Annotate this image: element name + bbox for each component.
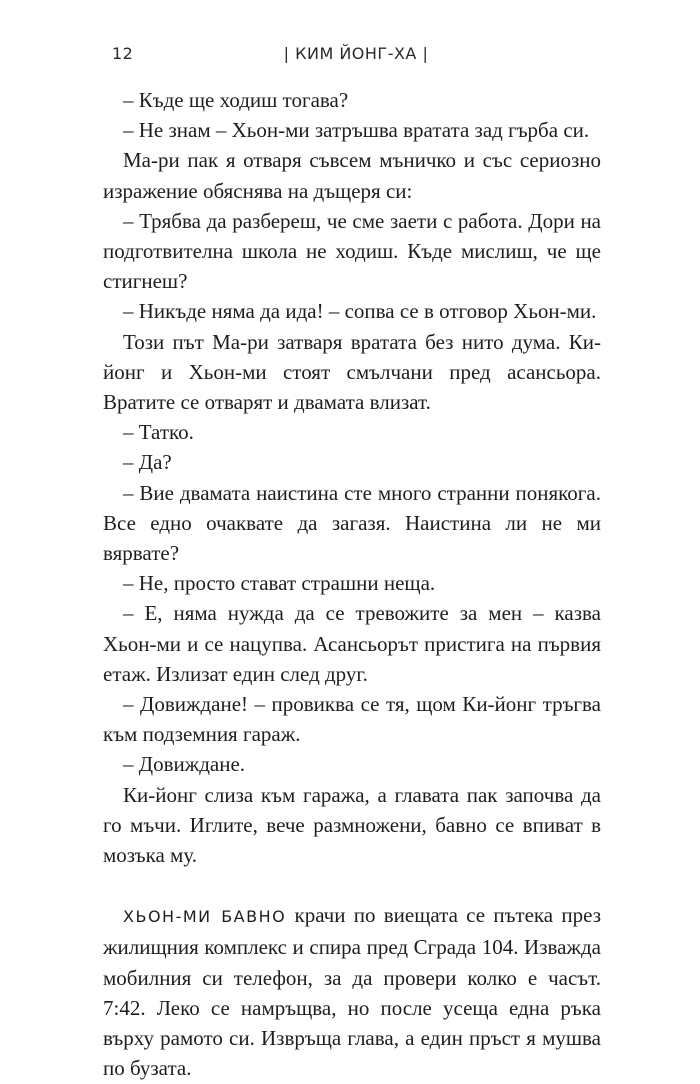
paragraph: Ма-ри пак я отваря съвсем мъничко и със сериозно изражение обяснява на дъщеря си:: [103, 148, 601, 203]
section-lead-in: ХЬОН-МИ БАВНО: [123, 907, 287, 927]
body-text: [103, 85, 601, 1084]
paragraph: Този път Ма-ри затваря вратата без нито дума. Ки-йонг и Хьон-ми стоят смълчани пред асансьора. Вратите се отварят и двамата влизат.: [103, 329, 601, 415]
paragraph: Ки-йонг слиза към гаража, а главата пак започва да го мъчи. Иглите, вече размножени, бавно се впиват в мозъка му.: [103, 782, 601, 868]
running-header: [112, 44, 600, 68]
running-title: | КИМ ЙОНГ-ХА |: [283, 44, 429, 63]
paragraph: – Вие двамата наистина сте много странни понякога. Все едно очаквате да загазя. Наистина ли не ми вярвате?: [103, 480, 601, 566]
paragraph: – Е, няма нужда да се тревожите за мен – казва Хьон-ми и се нацупва. Асансьорът пристига на първия етаж. Излизат един след друг.: [103, 601, 601, 686]
paragraph: – Къде ще ходиш тогава?: [123, 88, 349, 112]
paragraph: – Трябва да разбереш, че сме заети с работа. Дори на подготвителна школа не ходиш. Къде мислиш, че ще стигнеш?: [103, 208, 601, 294]
paragraph: – Довиждане! – провиква се тя, щом Ки-йонг тръгва към подземния гараж.: [103, 692, 601, 747]
paragraph: – Татко.: [123, 420, 194, 445]
section-break: [103, 870, 601, 900]
paragraph: – Не знам – Хьон-ми затръшва вратата зад гърба си.: [123, 118, 590, 143]
section-text: крачи по виещата се пътека през жилищния комплекс и спира пред Сграда 104. Изважда мобилния си телефон, за да провери колко е часът. 7:42. Леко се намръщва, но после усеща една ръка върху рамото си. Извръща глава, а един пръст я мушва по бузата.: [103, 903, 601, 1081]
paragraph: – Не, просто стават страшни неща.: [123, 571, 436, 596]
paragraph: – Да?: [123, 450, 172, 475]
section-opening-paragraph: [103, 900, 601, 1083]
paragraph: – Довиждане.: [123, 752, 246, 777]
page-number: 12: [112, 44, 134, 63]
paragraph: – Никъде няма да ида! – сопва се в отговор Хьон-ми.: [123, 299, 597, 324]
